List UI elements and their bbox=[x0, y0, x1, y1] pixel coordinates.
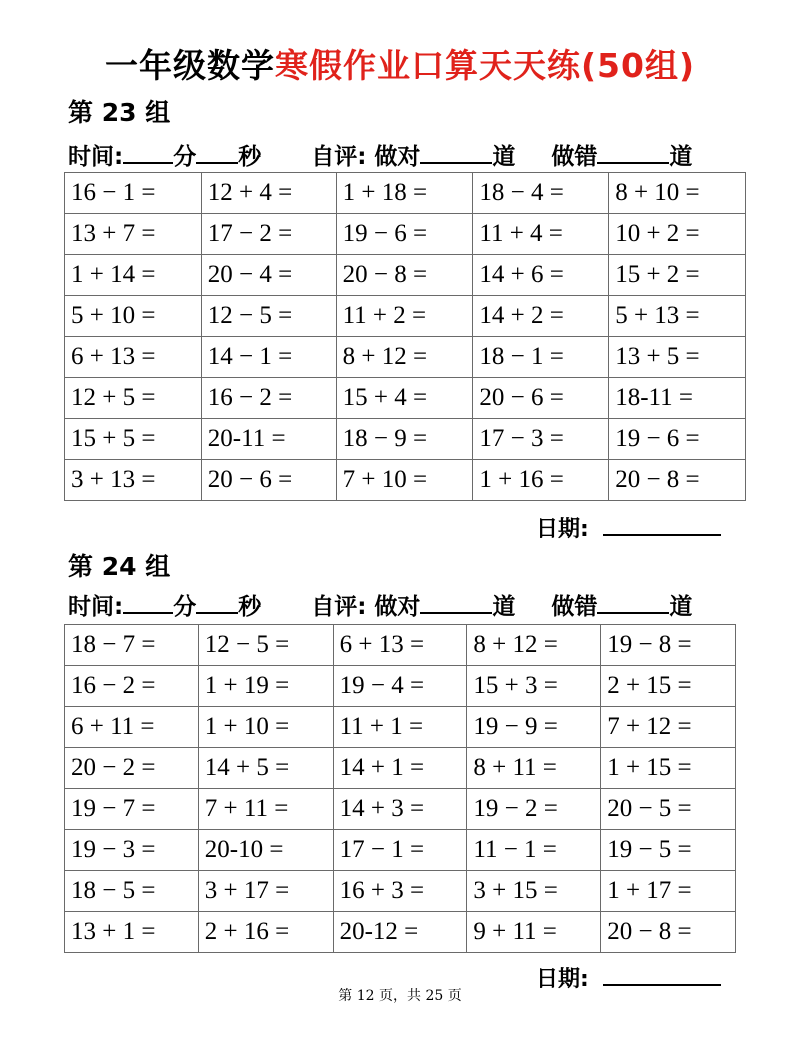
wrong-unit: 道 bbox=[669, 594, 693, 620]
problem-cell[interactable]: 8 + 11 = bbox=[467, 748, 601, 789]
problem-cell[interactable]: 8 + 10 = bbox=[609, 173, 746, 214]
problem-cell[interactable]: 1 + 17 = bbox=[601, 871, 736, 912]
problem-cell[interactable]: 20-11 = bbox=[201, 419, 336, 460]
problem-cell[interactable]: 20 − 5 = bbox=[601, 789, 736, 830]
table-row bbox=[65, 707, 736, 748]
correct-blank[interactable] bbox=[420, 592, 492, 614]
problem-cell[interactable]: 15 + 5 = bbox=[65, 419, 202, 460]
problem-cell[interactable]: 7 + 12 = bbox=[601, 707, 736, 748]
problem-cell[interactable]: 16 − 2 = bbox=[201, 378, 336, 419]
problem-cell[interactable]: 3 + 17 = bbox=[198, 871, 333, 912]
self-eval-label: 自评: bbox=[311, 594, 367, 620]
problem-cell[interactable]: 19 − 7 = bbox=[65, 789, 199, 830]
problem-cell[interactable]: 15 + 3 = bbox=[467, 666, 601, 707]
problem-cell[interactable]: 14 − 1 = bbox=[201, 337, 336, 378]
problem-cell[interactable]: 13 + 1 = bbox=[65, 912, 199, 953]
date-line-23 bbox=[536, 512, 721, 543]
problem-cell[interactable]: 20-10 = bbox=[198, 830, 333, 871]
problem-cell[interactable]: 14 + 1 = bbox=[333, 748, 467, 789]
problem-cell[interactable]: 1 + 16 = bbox=[473, 460, 609, 501]
table-row bbox=[65, 214, 746, 255]
problem-cell[interactable]: 18 − 4 = bbox=[473, 173, 609, 214]
correct-label: 做对 bbox=[374, 144, 421, 170]
problem-cell[interactable]: 10 + 2 = bbox=[609, 214, 746, 255]
problem-table-23 bbox=[64, 172, 746, 501]
problem-table-24 bbox=[64, 624, 736, 953]
problem-cell[interactable]: 1 + 18 = bbox=[336, 173, 473, 214]
problem-cell[interactable]: 16 − 1 = bbox=[65, 173, 202, 214]
problem-cell[interactable]: 18 − 9 = bbox=[336, 419, 473, 460]
title-red: 寒假作业口算天天练(50组) bbox=[274, 46, 696, 85]
group-title-24: 第 24 组 bbox=[68, 552, 171, 581]
problem-cell[interactable]: 5 + 10 = bbox=[65, 296, 202, 337]
correct-unit: 道 bbox=[492, 594, 516, 620]
table-row bbox=[65, 378, 746, 419]
problem-cell[interactable]: 2 + 16 = bbox=[198, 912, 333, 953]
seconds-blank[interactable] bbox=[196, 592, 238, 614]
problem-cell[interactable]: 20 − 8 = bbox=[609, 460, 746, 501]
correct-blank[interactable] bbox=[420, 142, 492, 164]
wrong-label: 做错 bbox=[551, 594, 598, 620]
date-label: 日期: bbox=[536, 517, 589, 542]
problem-cell[interactable]: 12 + 5 = bbox=[65, 378, 202, 419]
table-row bbox=[65, 337, 746, 378]
minutes-label: 分 bbox=[173, 144, 197, 170]
wrong-unit: 道 bbox=[669, 144, 693, 170]
problem-cell[interactable]: 6 + 13 = bbox=[65, 337, 202, 378]
problem-cell[interactable]: 6 + 11 = bbox=[65, 707, 199, 748]
table-row bbox=[65, 625, 736, 666]
problem-cell[interactable]: 14 + 3 = bbox=[333, 789, 467, 830]
problem-cell[interactable]: 15 + 2 = bbox=[609, 255, 746, 296]
seconds-label: 秒 bbox=[238, 144, 262, 170]
table-row bbox=[65, 748, 736, 789]
problem-cell[interactable]: 20 − 8 = bbox=[601, 912, 736, 953]
problem-cell[interactable]: 18 − 5 = bbox=[65, 871, 199, 912]
problem-cell[interactable]: 13 + 7 = bbox=[65, 214, 202, 255]
problem-cell[interactable]: 11 + 1 = bbox=[333, 707, 467, 748]
problem-cell[interactable]: 17 − 1 = bbox=[333, 830, 467, 871]
problem-cell[interactable]: 19 − 6 = bbox=[336, 214, 473, 255]
problem-cell[interactable]: 20 − 6 = bbox=[201, 460, 336, 501]
page-footer: 第 12 页，共 25 页 bbox=[338, 988, 462, 1004]
problem-cell[interactable]: 17 − 3 = bbox=[473, 419, 609, 460]
problem-cell[interactable]: 19 − 6 = bbox=[609, 419, 746, 460]
problem-cell[interactable]: 1 + 14 = bbox=[65, 255, 202, 296]
problem-cell[interactable]: 12 − 5 = bbox=[198, 625, 333, 666]
group-title-23: 第 23 组 bbox=[68, 98, 171, 127]
problem-cell[interactable]: 11 + 2 = bbox=[336, 296, 473, 337]
problem-cell[interactable]: 8 + 12 = bbox=[467, 625, 601, 666]
table-row bbox=[65, 830, 736, 871]
wrong-blank[interactable] bbox=[597, 592, 669, 614]
problem-cell[interactable]: 8 + 12 = bbox=[336, 337, 473, 378]
problem-cell[interactable]: 5 + 13 = bbox=[609, 296, 746, 337]
date-label: 日期: bbox=[536, 967, 589, 992]
problem-cell[interactable]: 19 − 5 = bbox=[601, 830, 736, 871]
problem-cell[interactable]: 1 + 15 = bbox=[601, 748, 736, 789]
table-row bbox=[65, 871, 736, 912]
date-blank[interactable] bbox=[603, 516, 721, 536]
page-title bbox=[0, 40, 800, 87]
minutes-label: 分 bbox=[173, 594, 197, 620]
problem-cell[interactable]: 12 + 4 = bbox=[201, 173, 336, 214]
table-row bbox=[65, 255, 746, 296]
time-label: 时间: bbox=[68, 144, 124, 170]
score-line-24 bbox=[68, 588, 692, 621]
problem-table-body bbox=[65, 625, 736, 953]
correct-label: 做对 bbox=[374, 594, 421, 620]
seconds-label: 秒 bbox=[238, 594, 262, 620]
problem-cell[interactable]: 18 − 7 = bbox=[65, 625, 199, 666]
problem-cell[interactable]: 11 − 1 = bbox=[467, 830, 601, 871]
table-row bbox=[65, 912, 736, 953]
problem-cell[interactable]: 11 + 4 = bbox=[473, 214, 609, 255]
problem-cell[interactable]: 20 − 2 = bbox=[65, 748, 199, 789]
correct-unit: 道 bbox=[492, 144, 516, 170]
title-black: 一年级数学 bbox=[104, 46, 275, 85]
problem-cell[interactable]: 3 + 13 = bbox=[65, 460, 202, 501]
table-row bbox=[65, 419, 746, 460]
date-blank[interactable] bbox=[603, 966, 721, 986]
wrong-label: 做错 bbox=[551, 144, 598, 170]
problem-cell[interactable]: 19 − 9 = bbox=[467, 707, 601, 748]
problem-cell[interactable]: 14 + 6 = bbox=[473, 255, 609, 296]
problem-cell[interactable]: 1 + 10 = bbox=[198, 707, 333, 748]
problem-cell[interactable]: 7 + 11 = bbox=[198, 789, 333, 830]
problem-cell[interactable]: 19 − 4 = bbox=[333, 666, 467, 707]
problem-cell[interactable]: 18 − 1 = bbox=[473, 337, 609, 378]
seconds-blank[interactable] bbox=[196, 142, 238, 164]
problem-cell[interactable]: 18-11 = bbox=[609, 378, 746, 419]
problem-cell[interactable]: 16 + 3 = bbox=[333, 871, 467, 912]
problem-cell[interactable]: 20-12 = bbox=[333, 912, 467, 953]
self-eval-label: 自评: bbox=[311, 144, 367, 170]
problem-cell[interactable]: 3 + 15 = bbox=[467, 871, 601, 912]
problem-cell[interactable]: 14 + 5 = bbox=[198, 748, 333, 789]
problem-cell[interactable]: 16 − 2 = bbox=[65, 666, 199, 707]
problem-cell[interactable]: 6 + 13 = bbox=[333, 625, 467, 666]
problem-cell[interactable]: 20 − 8 = bbox=[336, 255, 473, 296]
problem-cell[interactable]: 9 + 11 = bbox=[467, 912, 601, 953]
problem-cell[interactable]: 7 + 10 = bbox=[336, 460, 473, 501]
problem-cell[interactable]: 20 − 6 = bbox=[473, 378, 609, 419]
problem-cell[interactable]: 12 − 5 = bbox=[201, 296, 336, 337]
problem-cell[interactable]: 17 − 2 = bbox=[201, 214, 336, 255]
problem-cell[interactable]: 19 − 2 = bbox=[467, 789, 601, 830]
table-row bbox=[65, 460, 746, 501]
problem-cell[interactable]: 2 + 15 = bbox=[601, 666, 736, 707]
problem-cell[interactable]: 19 − 3 = bbox=[65, 830, 199, 871]
problem-cell[interactable]: 15 + 4 = bbox=[336, 378, 473, 419]
problem-cell[interactable]: 20 − 4 = bbox=[201, 255, 336, 296]
table-row bbox=[65, 666, 736, 707]
problem-table-body bbox=[65, 173, 746, 501]
problem-cell[interactable]: 19 − 8 = bbox=[601, 625, 736, 666]
wrong-blank[interactable] bbox=[597, 142, 669, 164]
minutes-blank[interactable] bbox=[123, 592, 173, 614]
table-row bbox=[65, 296, 746, 337]
table-row bbox=[65, 789, 736, 830]
problem-cell[interactable]: 13 + 5 = bbox=[609, 337, 746, 378]
table-row bbox=[65, 173, 746, 214]
problem-cell[interactable]: 14 + 2 = bbox=[473, 296, 609, 337]
minutes-blank[interactable] bbox=[123, 142, 173, 164]
problem-cell[interactable]: 1 + 19 = bbox=[198, 666, 333, 707]
time-label: 时间: bbox=[68, 594, 124, 620]
score-line-23 bbox=[68, 138, 692, 171]
